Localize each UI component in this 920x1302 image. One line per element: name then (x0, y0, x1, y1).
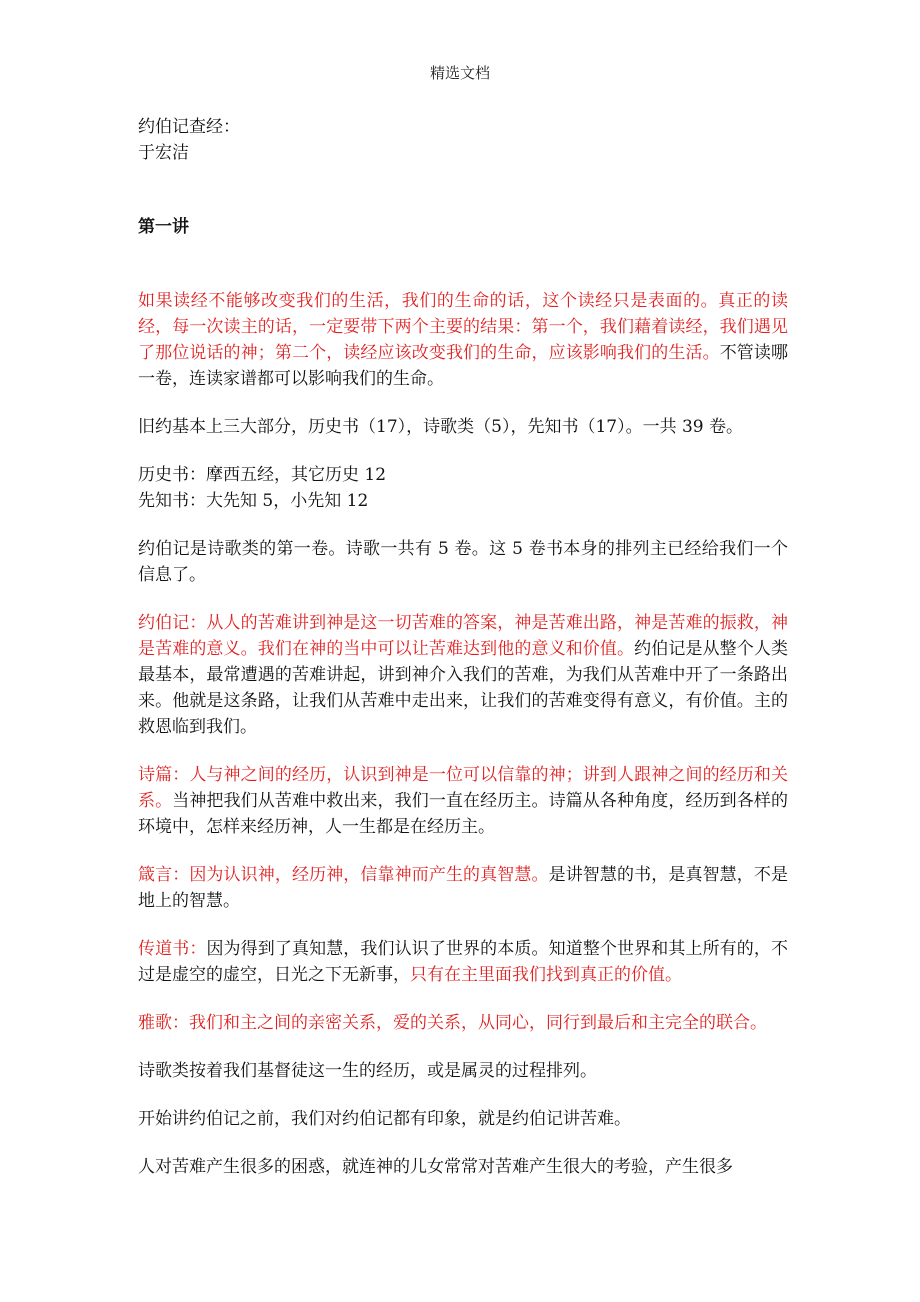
intro-red-text: 如果读经不能够改变我们的生活，我们的生命的话，这个读经只是表面的。真正的读经，每一次读主的话，一定要带下两个主要的结果：第一个，我们藉着读经，我们遇见了那位说话的神；第二个，读经应该改变我们的生命，应该影响我们的生活。 (138, 291, 788, 363)
eccl-black-text: 因为得到了真知慧，我们认识了世界的本质。知道整个世界和其上所有的，不过是虚空的虚空，日光之下无新事， (138, 939, 789, 985)
eccl-red-label: 传道书： (138, 939, 207, 959)
job-black-text: 约伯记是从整个人类最基本，最常遭遇的苦难讲起，讲到神介入我们的苦难，为我们从苦难中开了一条路出来。他就是这条路，让我们从苦难中走出来，让我们的苦难变得有意义，有价值。主的救恩临到我们。 (138, 639, 789, 737)
paragraph-intro (138, 288, 788, 392)
paragraph-song-of-songs: 雅歌：我们和主之间的亲密关系，爱的关系，从同心，同行到最后和主完全的联合。 (138, 1013, 767, 1033)
psalms-red-text: 诗篇：人与神之间的经历，认识到神是一位可以信靠的神；讲到人跟神之间的经历和关系。 (138, 765, 788, 811)
paragraph-job-intro: 约伯记是诗歌类的第一卷。诗歌一共有 5 卷。这 5 卷书本身的排列主已经给我们一个信息了。 (138, 539, 788, 585)
paragraph-ecclesiastes (138, 936, 788, 988)
page-header: 精选文档 (429, 64, 490, 82)
eccl-red-end: 只有在主里面我们找到真正的价值。 (410, 965, 682, 985)
paragraph-ot-parts: 旧约基本上三大部分，历史书（17），诗歌类（5），先知书（17）。一共 39 卷。 (138, 417, 744, 437)
intro-black-text: 不管读哪一卷，连读家谱都可以影响我们的生命。 (138, 343, 789, 389)
prophet-books-line: 先知书：大先知 5，小先知 12 (138, 491, 369, 511)
history-books-line: 历史书：摩西五经，其它历史 12 (138, 465, 387, 485)
paragraph-order: 诗歌类按着我们基督徒这一生的经历，或是属灵的过程排列。 (138, 1061, 597, 1081)
paragraph-job (138, 610, 788, 740)
document-body (138, 114, 788, 1180)
paragraph-psalms (138, 762, 788, 840)
lecture-heading: 第一讲 (138, 217, 189, 237)
doc-author: 于宏洁 (138, 143, 189, 163)
paragraph-last: 人对苦难产生很多的困惑，就连神的儿女常常对苦难产生很大的考验，产生很多 (138, 1157, 733, 1177)
psalms-black-text: 当神把我们从苦难中救出来，我们一直在经历主。诗篇从各种角度，经历到各样的环境中，怎样来经历神，人一生都是在经历主。 (138, 791, 789, 837)
proverbs-red-text: 箴言：因为认识神，经历神，信靠神而产生的真智慧。 (138, 865, 549, 885)
proverbs-black-text: 是讲智慧的书，是真智慧，不是地上的智慧。 (138, 865, 788, 911)
paragraph-begin: 开始讲约伯记之前，我们对约伯记都有印象，就是约伯记讲苦难。 (138, 1109, 631, 1129)
paragraph-proverbs (138, 862, 788, 914)
doc-title: 约伯记查经： (138, 117, 240, 137)
job-red-text: 约伯记：从人的苦难讲到神是这一切苦难的答案，神是苦难出路，神是苦难的振救，神是苦难的意义。我们在神的当中可以让苦难达到他的意义和价值。 (138, 613, 788, 659)
